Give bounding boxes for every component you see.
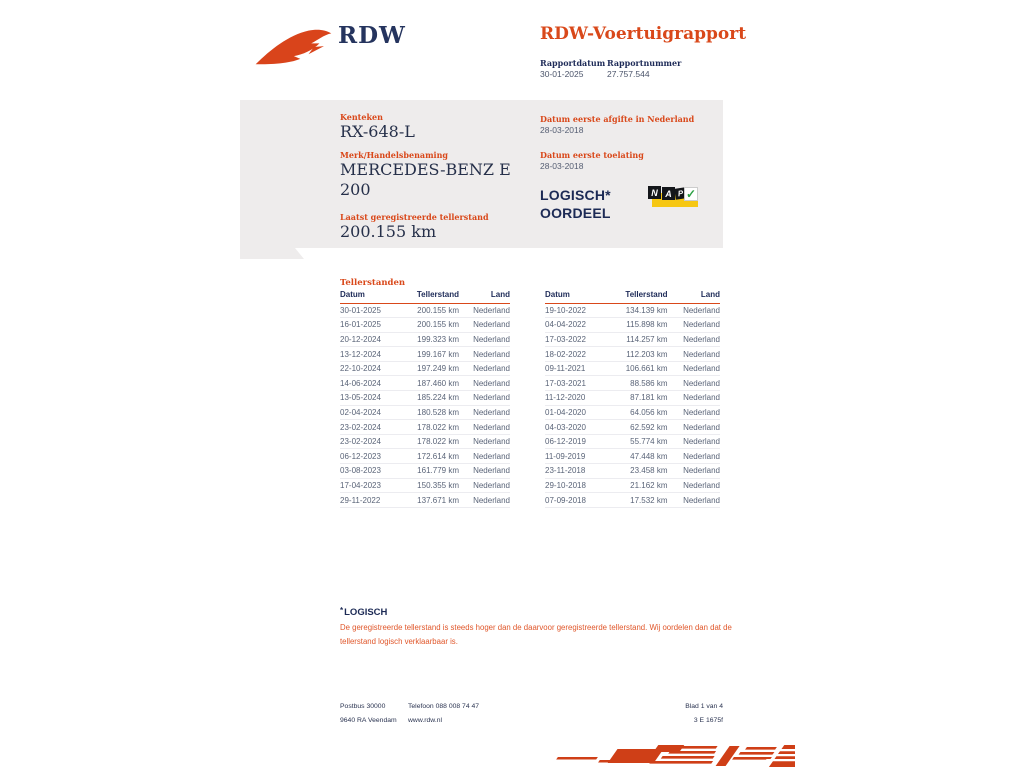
datum-cell: 18-02-2022	[545, 347, 605, 362]
land-cell: Nederland	[459, 376, 510, 391]
tellerstand-cell: 62.592 km	[605, 420, 668, 435]
rdw-wordmark: RDW	[338, 22, 406, 49]
header-datum: Datum	[545, 290, 605, 303]
land-cell: Nederland	[459, 303, 510, 318]
land-cell: Nederland	[459, 347, 510, 362]
table-row	[545, 478, 720, 493]
tellerstand-cell: 87.181 km	[605, 391, 668, 406]
datum-cell: 04-04-2022	[545, 318, 605, 333]
land-cell: Nederland	[459, 449, 510, 464]
land-cell: Nederland	[668, 376, 721, 391]
report-number-label: Rapportnummer	[607, 58, 682, 68]
land-cell: Nederland	[459, 361, 510, 376]
table-row	[340, 405, 510, 420]
datum-cell: 16-01-2025	[340, 318, 398, 333]
tellerstanden-section-title: Tellerstanden	[340, 278, 406, 288]
table-row	[340, 420, 510, 435]
datum-cell: 30-01-2025	[340, 303, 398, 318]
footer-page-number: Blad 1 van 4	[685, 703, 723, 710]
tellerstand-cell: 21.162 km	[605, 478, 668, 493]
eerste-afgifte-label: Datum eerste afgifte in Nederland	[540, 114, 695, 124]
table-row	[545, 391, 720, 406]
tellerstand-cell: 187.460 km	[398, 376, 459, 391]
footer-address	[340, 700, 397, 728]
land-cell: Nederland	[668, 434, 721, 449]
footer-postbus: Postbus 30000	[340, 703, 386, 710]
table-row	[545, 376, 720, 391]
tellerstand-cell: 114.257 km	[605, 332, 668, 347]
table-row	[340, 493, 510, 508]
header-land: Land	[668, 290, 721, 303]
land-cell: Nederland	[459, 493, 510, 508]
land-cell: Nederland	[668, 478, 721, 493]
land-cell: Nederland	[668, 303, 721, 318]
table-header-row	[545, 290, 720, 303]
footer-form-code: 3 E 1675f	[693, 717, 723, 724]
table-row	[340, 318, 510, 333]
land-cell: Nederland	[459, 405, 510, 420]
datum-cell: 07-09-2018	[545, 493, 605, 508]
tellerstand-cell: 47.448 km	[605, 449, 668, 464]
land-cell: Nederland	[668, 361, 721, 376]
land-cell: Nederland	[668, 449, 721, 464]
footer-phone: Telefoon 088 008 74 47	[408, 703, 480, 710]
table-row	[340, 303, 510, 318]
land-cell: Nederland	[668, 347, 721, 362]
tellerstand-cell: 178.022 km	[398, 434, 459, 449]
datum-cell: 13-12-2024	[340, 347, 398, 362]
datum-cell: 29-10-2018	[545, 478, 605, 493]
datum-cell: 02-04-2024	[340, 405, 398, 420]
table-row	[340, 434, 510, 449]
tellerstand-cell: 64.056 km	[605, 405, 668, 420]
table-row	[340, 376, 510, 391]
table-row	[545, 361, 720, 376]
logisch-footnote-body: De geregistreerde tellerstand is steeds hoger dan de daarvoor geregistreerde tellerstand. Wij oordelen dan dat de tellerstand logisch verklaarbaar is.	[340, 623, 732, 646]
panel-corner-tab	[240, 248, 304, 259]
datum-cell: 22-10-2024	[340, 361, 398, 376]
land-cell: Nederland	[668, 464, 721, 479]
header-tellerstand: Tellerstand	[398, 290, 459, 303]
nap-letter-n: N	[648, 186, 661, 199]
tellerstand-cell: 134.139 km	[605, 303, 668, 318]
datum-cell: 06-12-2023	[340, 449, 398, 464]
eerste-afgifte-value: 28-03-2018	[540, 125, 584, 135]
report-number-value: 27.757.544	[607, 69, 650, 79]
kenteken-value: RX-648-L	[340, 122, 415, 141]
tellerstand-cell: 23.458 km	[605, 464, 668, 479]
tellerstand-cell: 199.323 km	[398, 332, 459, 347]
tellerstand-cell: 137.671 km	[398, 493, 459, 508]
header-tellerstand: Tellerstand	[605, 290, 668, 303]
kenteken-label: Kenteken	[340, 112, 383, 122]
table-row	[340, 449, 510, 464]
table-header-row	[340, 290, 510, 303]
land-cell: Nederland	[668, 391, 721, 406]
table-row	[545, 449, 720, 464]
land-cell: Nederland	[668, 493, 721, 508]
tellerstand-cell: 55.774 km	[605, 434, 668, 449]
logisch-footnote-title	[340, 606, 387, 618]
table-row	[545, 434, 720, 449]
merk-label: Merk/Handelsbenaming	[340, 150, 449, 160]
tellerstand-cell: 199.167 km	[398, 347, 459, 362]
merk-value: MERCEDES-BENZ E 200	[340, 160, 511, 199]
report-title: RDW-Voertuigrapport	[540, 24, 747, 44]
land-cell: Nederland	[459, 478, 510, 493]
table-row	[340, 464, 510, 479]
datum-cell: 13-05-2024	[340, 391, 398, 406]
table-row	[340, 361, 510, 376]
table-row	[340, 332, 510, 347]
footer-website-link[interactable]: www.rdw.nl	[408, 717, 442, 724]
odometer-table-left	[340, 290, 510, 508]
tellerstand-label: Laatst geregistreerde tellerstand	[340, 212, 489, 222]
land-cell: Nederland	[459, 464, 510, 479]
land-cell: Nederland	[459, 318, 510, 333]
datum-cell: 20-12-2024	[340, 332, 398, 347]
footnote-title-text: LOGISCH	[344, 607, 388, 618]
nap-logo	[648, 186, 698, 208]
table-row	[545, 405, 720, 420]
datum-cell: 23-11-2018	[545, 464, 605, 479]
eerste-toelating-value: 28-03-2018	[540, 161, 584, 171]
oordeel-line1: LOGISCH*	[540, 187, 611, 203]
table-row	[545, 493, 720, 508]
footnote-asterisk: *	[340, 606, 344, 615]
datum-cell: 06-12-2019	[545, 434, 605, 449]
eerste-toelating-label: Datum eerste toelating	[540, 150, 644, 160]
datum-cell: 03-08-2023	[340, 464, 398, 479]
oordeel-line2: OORDEEL	[540, 205, 611, 221]
datum-cell: 01-04-2020	[545, 405, 605, 420]
report-date-label: Rapportdatum	[540, 58, 606, 68]
nap-letter-a: A	[662, 187, 675, 200]
report-date-value: 30-01-2025	[540, 69, 584, 79]
land-cell: Nederland	[668, 318, 721, 333]
tellerstand-cell: 185.224 km	[398, 391, 459, 406]
table-row	[545, 332, 720, 347]
rdw-wing-logo-icon	[252, 24, 334, 70]
tellerstand-cell: 88.586 km	[605, 376, 668, 391]
tellerstand-value: 200.155 km	[340, 222, 437, 241]
datum-cell: 14-06-2024	[340, 376, 398, 391]
table-row	[545, 347, 720, 362]
tellerstand-cell: 200.155 km	[398, 303, 459, 318]
tellerstand-cell: 112.203 km	[605, 347, 668, 362]
tellerstand-cell: 180.528 km	[398, 405, 459, 420]
land-cell: Nederland	[459, 391, 510, 406]
table-row	[340, 347, 510, 362]
land-cell: Nederland	[459, 434, 510, 449]
datum-cell: 29-11-2022	[340, 493, 398, 508]
tellerstand-cell: 17.532 km	[605, 493, 668, 508]
table-row	[340, 478, 510, 493]
tellerstand-cell: 197.249 km	[398, 361, 459, 376]
land-cell: Nederland	[668, 420, 721, 435]
nap-letter-p: P	[674, 187, 686, 199]
table-row	[545, 420, 720, 435]
datum-cell: 19-10-2022	[545, 303, 605, 318]
tellerstand-cell: 172.614 km	[398, 449, 459, 464]
tellerstand-cell: 178.022 km	[398, 420, 459, 435]
tellerstand-cell: 115.898 km	[605, 318, 668, 333]
datum-cell: 09-11-2021	[545, 361, 605, 376]
datum-cell: 23-02-2024	[340, 434, 398, 449]
tellerstand-cell: 150.355 km	[398, 478, 459, 493]
datum-cell: 23-02-2024	[340, 420, 398, 435]
table-row	[545, 464, 720, 479]
datum-cell: 11-12-2020	[545, 391, 605, 406]
datum-cell: 17-03-2022	[545, 332, 605, 347]
tellerstand-cell: 161.779 km	[398, 464, 459, 479]
odometer-table-right	[545, 290, 720, 508]
table-row	[545, 318, 720, 333]
datum-cell: 17-04-2023	[340, 478, 398, 493]
tellerstand-cell: 106.661 km	[605, 361, 668, 376]
land-cell: Nederland	[459, 332, 510, 347]
datum-cell: 04-03-2020	[545, 420, 605, 435]
table-row	[545, 303, 720, 318]
oordeel-text	[540, 186, 611, 222]
tellerstand-cell: 200.155 km	[398, 318, 459, 333]
footer-contact	[408, 700, 479, 728]
datum-cell: 17-03-2021	[545, 376, 605, 391]
footer-page-info	[573, 700, 723, 728]
header-land: Land	[459, 290, 510, 303]
land-cell: Nederland	[459, 420, 510, 435]
land-cell: Nederland	[668, 405, 721, 420]
header-datum: Datum	[340, 290, 398, 303]
rdw-stripes-decoration-icon	[543, 744, 795, 768]
footer-city: 9640 RA Veendam	[340, 717, 397, 724]
land-cell: Nederland	[668, 332, 721, 347]
nap-check-icon: ✓	[685, 187, 697, 201]
table-row	[340, 391, 510, 406]
datum-cell: 11-09-2019	[545, 449, 605, 464]
